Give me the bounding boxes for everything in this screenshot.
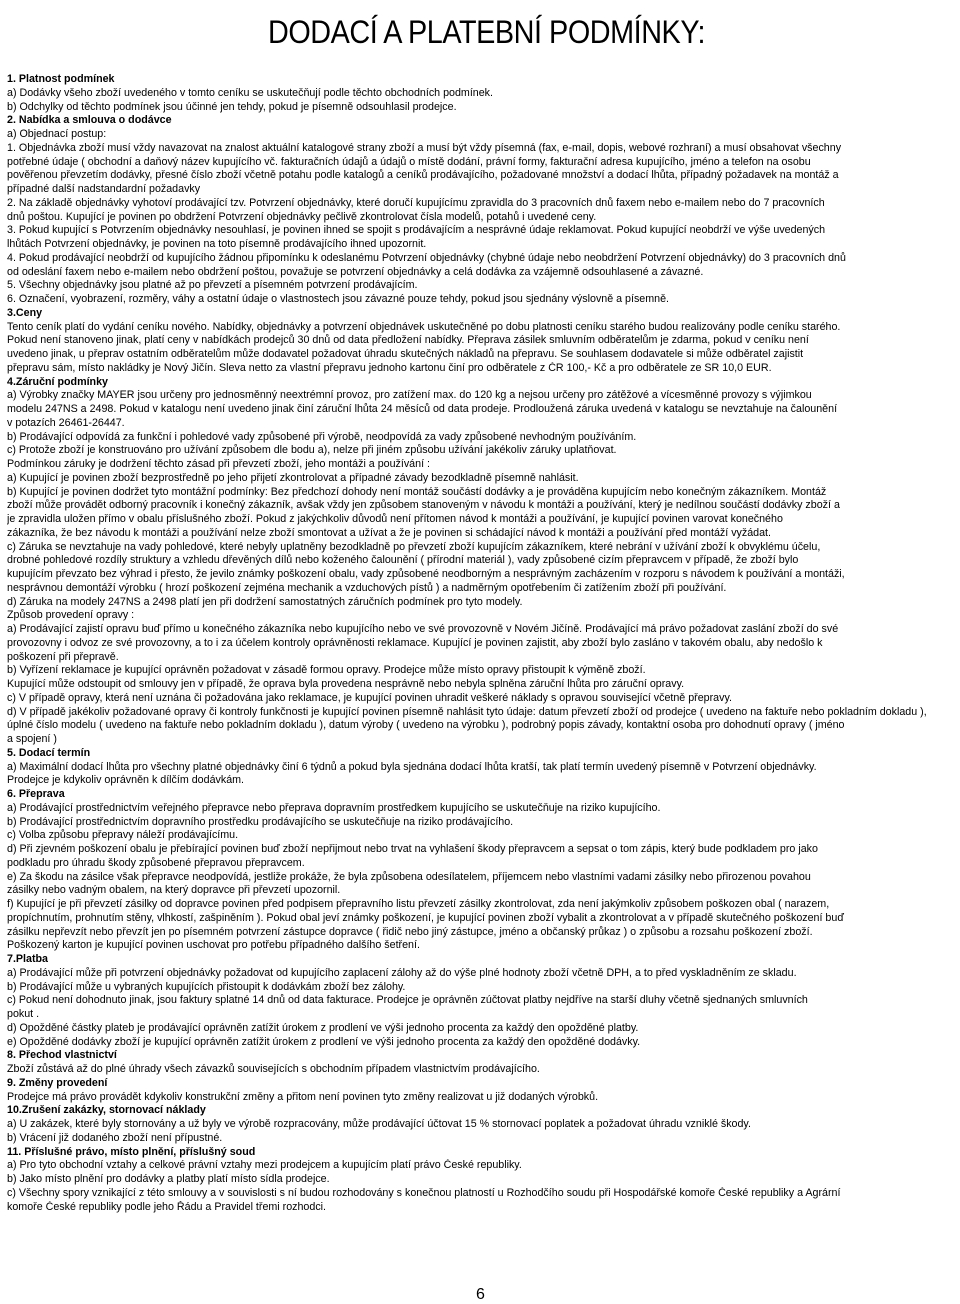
text-line: provozovny i odvoz ze své provozovny, a to i za účelem kontroly oprávněnosti reklamace. Kupující je povinen zajistit, aby zboží bylo zasláno v takovém obalu, aby nedošlo k (7, 636, 823, 649)
text-line: d) Opožděné částky plateb je prodávající oprávněn zatížit úrokem z prodlení ve výši jednoho procenta za každý den opožděné platby. (7, 1021, 639, 1034)
text-line: 2. Na základě objednávky vyhotoví prodávající tzv. Potvrzení objednávky, které doručí kupujícímu zpravidla do 3 pracovních dnů faxem nebo e-mailem nebo do 7 pracovních (7, 196, 825, 209)
section-heading: 4.Záruční podmínky (7, 375, 108, 388)
text-line: lhůtách Potvrzení objednávky, je povinen na toto písemně prodávajícího ihned upozornit. (7, 238, 427, 250)
text-line: Poškozený karton je kupující povinen uschovat pro potřebu případného dalšího šetření. (7, 939, 420, 952)
text-line: 6. Označení, vyobrazení, rozměry, váhy a ostatní údaje o vlastnostech jsou závazné pouze tehdy, pokud jsou sjednány výslovně a písemně. (7, 293, 670, 305)
text-line: úplné číslo modelu ( uvedeno na faktuře nebo pokladním dokladu ), datum výroby ( uvedeno na výrobku ), podrobný popis závady, kontaktní osoba pro dohodnutí opravy ( jméno (7, 719, 845, 732)
text-line: c) Všechny spory vznikající z této smlouvy a v souvislosti s ní budou rozhodovány s konečnou platností u Rozhodčího soudu při Hospodářské komoře České republiky a Agrární (7, 1186, 841, 1199)
text-line: f) Kupující je při převzetí zásilky od dopravce povinen před podpisem přepravního listu převzetí zásilky zkontrolovat, zda není jakýmkoliv způsobem poškozen obal ( narazem, (7, 898, 830, 910)
text-line: Podmínkou záruky je dodržení těchto zásad při převzetí zboží, jeho montáži a používání : (7, 458, 430, 470)
section-heading: 7.Platba (7, 953, 48, 965)
text-line: pokut . (7, 1008, 40, 1020)
text-line: a) Kupující je povinen zboží bezprostředně po jeho přijetí zkontrolovat a případné závady bezodkladně písemně nahlásit. (7, 471, 579, 484)
text-line: Prodejce má právo provádět kdykoliv konstrukční změny a přitom není povinen tyto změny realizovat u již dodaných výrobků. (7, 1090, 599, 1103)
page-number: 6 (476, 1286, 485, 1303)
section-heading: 2. Nabídka a smlouva o dodávce (7, 114, 172, 127)
text-line: zásilku nepřevzít nebo převzít jen po písemném potvrzení zástupce dopravce ( řidič nebo jiný zástupce, jméno a občanský průkaz ) o způsobu a rozsahu poškození zboží. (7, 925, 813, 938)
text-line: a) Dodávky všeho zboží uvedeného v tomto ceníku se uskutečňují podle těchto obchodních podmínek. (7, 86, 493, 99)
text-line: 5. Všechny objednávky jsou platné až po převzetí a písemném potvrzení prodávajícím. (7, 279, 418, 292)
text-line: b) Vyřízení reklamace je kupující oprávněn požadovat v zásadě formou opravy. Prodejce může místo opravy přistoupit k výměně zboží. (7, 664, 646, 677)
text-line: b) Jako místo plnění pro dodávky a platby platí místo sídla prodejce. (7, 1173, 330, 1185)
text-line: Způsob provedení opravy : (7, 609, 135, 622)
text-line: a) U zakázek, které byly stornovány a už byly ve výrobě rozpracovány, může prodávající účtovat 15 % stornovací poplatek a požadovat úhradu vzniklé škody. (7, 1118, 751, 1130)
text-line: c) V případě opravy, která není uznána či požadována jako reklamace, je kupující povinen uhradit veškeré náklady s opravou související včetně přepravy. (7, 691, 732, 704)
text-line: zákazníka, že bez návodu k montáži a používání nelze zboží smontovat a užívat a že je povinen si schádající návod k montáži a používání před montáží vyžádat. (7, 526, 771, 539)
text-line: zboží může provádět odborný pracovník i konečný zákazník, avšak vždy jen způsobem stanoveným v návodu k montáži a používání, který je nedílnou součástí dodávky zboží a (7, 499, 840, 512)
section-heading: 10.Zrušení zakázky, stornovací náklady (7, 1104, 206, 1117)
text-line: a) Prodávající prostřednictvím veřejného přepravce nebo přeprava dopravním prostředkem kupujícího se uskutečňuje na riziko kupujícího. (7, 801, 661, 814)
text-line: b) Kupující je povinen dodržet tyto montážní podmínky: Bez předchozí dohody není montáž součástí dodávky a je prováděna kupujícím nebo konečným zákazníkem. Montáž (7, 485, 827, 498)
text-line: potřebné údaje ( obchodní a daňový název kupujícího vč. fakturačních údajů a údajů o místě dodání, právní formy, fakturační adresa kupujícího, jméno a telefon na osobu (7, 155, 811, 168)
page-title: DODACÍ A PLATEBNÍ PODMÍNKY: (268, 14, 706, 50)
text-line: a) Maximální dodací lhůta pro všechny platné objednávky činí 6 týdnů a pokud byla sjednána dodací lhůta kratší, tak platí termín uvedený písemně v Potvrzení objednávky. (7, 760, 817, 773)
text-line: drobné pohledové rozdíly struktury a vzhledu dřevěných dílů nebo koženého čalounění ( přírodní materiál ), vady způsobené cizím přepravcem v případě, že zboží bylo (7, 554, 799, 567)
text-line: dnů poštou. Kupující je povinen po obdržení Potvrzení objednávky pečlivě zkontrolovat čísla modelů, potahů i uvedené ceny. (7, 210, 597, 223)
text-line: uvedeno jinak, u přeprav ostatním odběratelům může dodavatel požadovat úhradu skutečných nákladů na přepravu. Se souhlasem dodavatele si může odběratel zajistit (7, 348, 804, 360)
text-line: c) Záruka se nevztahuje na vady pohledové, které nebyly uplatněny bezodkladně po převzetí zboží kupujícím zákazníkem, které nebrání v užívání zboží k obvyklému účelu, (7, 540, 821, 553)
text-line: b) Odchylky od těchto podmínek jsou účinné jen tehdy, pokud je písemně odsouhlasil prodejce. (7, 100, 457, 113)
text-line: c) Pokud není dohodnuto jinak, jsou faktury splatné 14 dnů od data fakturace. Prodejce je oprávněn zúčtovat platby nejdříve na starší dluhy včetně sjednaných smluvních (7, 994, 808, 1007)
text-line: pověřenou převzetím dodávky, přesné číslo zboží včetně potahu podle katalogů a ceníků prodávajícího, požadované množství a dodací lhůta, případný požadavek na montáž a (7, 169, 839, 182)
text-line: komoře České republiky podle jeho Řádu a Pravidel třemi rozhodci. (7, 1200, 327, 1213)
text-line: od odeslání faxem nebo e-mailem nebo obdržení poštou, považuje se potvrzení objednávky a celá dodávka za vzájemně odsouhlasené a závazné. (7, 265, 704, 278)
section-heading: 9. Změny provedení (7, 1076, 108, 1089)
text-line: kupujícím převzato bez výhrad i přesto, že jevilo známky poškození obalu, vady způsobené neodborným a nesprávným zacházením v rozporu s návodem k používání a montáži, (7, 568, 845, 580)
text-line: a) Výrobky značky MAYER jsou určeny pro jednosměnný neextrémní provoz, pro zatížení max. do 120 kg a nejsou určeny pro zátěžové a vícesměnné provozy s výjimkou (7, 389, 812, 402)
text-line: a spojení ) (7, 733, 57, 745)
text-line: 1. Objednávka zboží musí vždy navazovat na znalost aktuální katalogové strany zboží a musí být vždy písemná (fax, e-mail, dopis, webové rozhraní) a musí obsahovat všechny (7, 141, 842, 154)
text-line: d) Při zjevném poškození obalu je přebírající povinen buď zboží nepřijmout nebo trvat na vyhlašení škody přepravcem a sepsat o tom zápis, který bude podkladem pro jako (7, 843, 818, 855)
text-line: podkladu pro úhradu škody způsobené přepravou přepravcem. (7, 856, 305, 869)
text-line: modelu 247NS a 2498. Pokud v katalogu není uvedeno jinak činí záruční lhůta 24 měsíců od data prodeje. Prodloužená záruka uvedená v katalogu se nevztahuje na čalounění (7, 403, 838, 415)
text-line: případné další nadstandardní požadavky (7, 183, 201, 195)
text-line: Zboží zůstává až do plné úhrady všech závazků souvisejících s obchodním případem vlastnictvím prodávajícího. (7, 1063, 540, 1075)
text-line: Prodejce je kdykoliv oprávněn k dílčím dodávkám. (7, 774, 245, 787)
text-line: e) Opožděné dodávky zboží je kupující oprávněn zatížit úrokem z prodlení ve výši jednoho procenta za každý den opožděné dodávky. (7, 1035, 641, 1048)
text-line: c) Protože zboží je konstruováno pro užívání způsobem dle bodu a), nelze při jiném způsobu užívání jakékoliv záruky uplatňovat. (7, 444, 617, 457)
text-line: je zpravidla uložen přímo v obalu příslušného zboží. Pokud z jakýchkoliv důvodů není přítomen návod k montáži a používání, je kupující povinen varovat konečného (7, 513, 783, 525)
text-line: 4. Pokud prodávající neobdrží od kupujícího žádnou připomínku k odeslanému Potvrzení objednávky (chybné údaje nebo neobdržení Potvrzení objednávky) do 3 pracovních dnů (7, 251, 846, 264)
text-line: a) Pro tyto obchodní vztahy a celkové právní vztahy mezi prodejcem a kupujícím platí právo České republiky. (7, 1159, 522, 1172)
text-line: a) Objednací postup: (7, 128, 107, 140)
text-line: přepravu sám, místo nakládky je Nový Jičín. Sleva netto za vlastní přepravu jednoho kartonu činí pro odběratele z ČR 100,- Kč a pro odběratele ze SR 10,0 EUR. (7, 361, 772, 374)
text-line: b) Prodávající prostřednictvím dopravního prostředku prodávajícího se uskutečňuje na riziko prodávajícího. (7, 815, 514, 828)
section-heading: 11. Příslušné právo, místo plnění, příslušný soud (7, 1145, 256, 1158)
text-line: d) Záruka na modely 247NS a 2498 platí jen při dodržení samostatných záručních podmínek pro tyto modely. (7, 595, 523, 608)
text-line: d) V případě jakékoliv požadované opravy či kontroly funkčnosti je kupující povinen písemně nahlásit tyto údaje: datum převzetí zboží od prodejce ( uvedeno na faktuře nebo pokladním dokladu ), (7, 705, 927, 718)
text-line: b) Prodávající může u vybraných kupujících přistoupit k dodávkám zboží bez zálohy. (7, 980, 406, 993)
section-heading: 6. Přeprava (7, 788, 65, 800)
text-line: b) Vrácení již dodaného zboží není přípustné. (7, 1131, 223, 1144)
text-line: Kupující může odstoupit od smlouvy jen v případě, že oprava byla provedena nesprávně nebo nebyla splněna záruční lhůta pro záruční opravy. (7, 678, 685, 690)
text-line: Pokud není stanoveno jinak, platí ceny v nabídkách prodejců 30 dnů od data předložení nabídky. Přeprava zásilek smluvním odběratelům je zdarma, pokud v ceníku není (7, 334, 809, 347)
text-line: poškození při přepravě. (7, 650, 119, 663)
text-line: v potazích 26461-26447. (7, 416, 125, 429)
text-line: zásilky nebo vadným obalem, na který dopravce při převzetí upozornil. (7, 884, 341, 897)
section-heading: 8. Přechod vlastnictví (7, 1049, 117, 1062)
text-line: 3. Pokud kupující s Potvrzením objednávky nesouhlasí, je povinen ihned se spojit s prodávajícím a nesprávné údaje reklamovat. Pokud kupující neobdrží ve výše uvedených (7, 224, 826, 237)
text-line: a) Prodávající může při potvrzení objednávky požadovat od kupujícího zaplacení zálohy až do výše plné hodnoty zboží včetně DPH, a to před vyskladněním ze skladu. (7, 966, 797, 979)
text-line: c) Volba způsobu přepravy náleží prodávajícímu. (7, 829, 239, 842)
text-line: nesprávnou demontáží výrobku ( hrozí poškození zejména mechanik a vzduchových pístů ) a nadměrným opotřebením či zatížením zboží při používání. (7, 581, 727, 594)
text-line: a) Prodávající zajistí opravu buď přímo u konečného zákazníka nebo kupujícího nebo ve své provozovně v Novém Jičíně. Prodávající má právo požadovat zaslání zboží do své (7, 623, 839, 635)
text-line: b) Prodávající odpovídá za funkční i pohledové vady způsobené při výrobě, neodpovídá za vady způsobené nevhodným používáním. (7, 430, 637, 443)
text-line: e) Za škodu na zásilce však přepravce neodpovídá, jestliže prokáže, že byla způsobena odesílatelem, příjemcem nebo vlastními vadami zásilky nebo přirozenou povahou (7, 870, 811, 883)
terms-body (7, 73, 953, 1214)
section-heading: 5. Dodací termín (7, 746, 91, 759)
text-line: Tento ceník platí do vydání ceníku nového. Nabídky, objednávky a potvrzení objednávek uskutečněné po dobu platnosti ceníku starého budou realizovány podle ceníku starého. (7, 320, 841, 333)
section-heading: 1. Platnost podmínek (7, 73, 115, 85)
section-heading: 3.Ceny (7, 306, 43, 319)
text-line: propíchnutím, prohnutím stěny, vlhkostí, zašpiněním ). Pokud obal jeví známky poškození, je kupující povinen zboží vybalit a zkontrolovat a v případě skutečného poškození buď (7, 911, 844, 924)
